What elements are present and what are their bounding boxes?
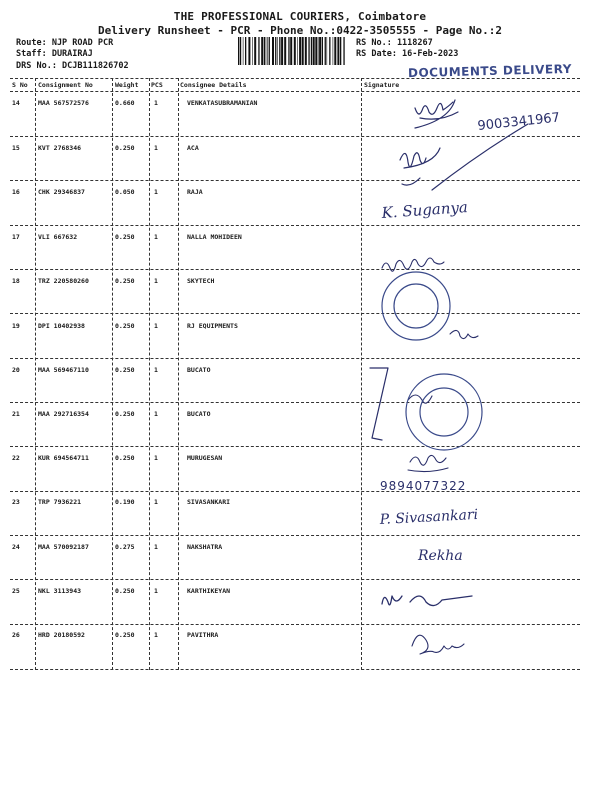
signature-22-phone: 9894077322 xyxy=(380,479,467,493)
row-pcs: 1 xyxy=(154,410,158,418)
row-sno: 26 xyxy=(12,631,20,639)
barcode-bar xyxy=(313,37,315,65)
staff-label: Staff: DURAIRAJ xyxy=(16,49,93,59)
signature-16: K. Suganya xyxy=(381,198,469,222)
table-header-rule xyxy=(10,91,580,92)
row-consignee: SIVASANKARI xyxy=(187,498,231,506)
barcode-bar xyxy=(337,37,339,65)
row-pcs: 1 xyxy=(154,631,158,639)
row-consignee: KARTHIKEYAN xyxy=(187,587,231,595)
col-header-consignment: Consignment No xyxy=(38,81,93,89)
row-consignee: MURUGESAN xyxy=(187,454,223,462)
barcode-bar xyxy=(272,37,274,65)
barcode-bar xyxy=(311,37,312,65)
col-header-signature: Signature xyxy=(364,81,400,89)
table-row xyxy=(0,273,600,317)
row-consignment: DPI 10402938 xyxy=(38,322,85,330)
row-separator xyxy=(10,402,580,403)
table-row xyxy=(0,95,600,139)
row-separator xyxy=(10,535,580,536)
row-pcs: 1 xyxy=(154,233,158,241)
barcode-bar xyxy=(290,37,292,65)
row-consignee: VENKATASUBRAMANIAN xyxy=(187,99,258,107)
row-weight: 0.250 xyxy=(115,587,135,595)
row-sno: 15 xyxy=(12,144,20,152)
barcode-bar xyxy=(261,37,263,65)
row-separator xyxy=(10,180,580,181)
row-consignee: NALLA MOHIDEEN xyxy=(187,233,242,241)
table-row xyxy=(0,229,600,273)
row-pcs: 1 xyxy=(154,366,158,374)
col-header-sno: S No xyxy=(12,81,28,89)
barcode-bar xyxy=(243,37,244,65)
rs-date: RS Date: 16-Feb-2023 xyxy=(356,49,459,59)
row-consignee: RAJA xyxy=(187,188,203,196)
row-sno: 20 xyxy=(12,366,20,374)
row-consignment: KUR 694564711 xyxy=(38,454,89,462)
row-sno: 22 xyxy=(12,454,20,462)
table-row xyxy=(0,450,600,494)
row-consignment: TRP 7936221 xyxy=(38,498,82,506)
row-separator xyxy=(10,624,580,625)
row-pcs: 1 xyxy=(154,587,158,595)
table-row xyxy=(0,184,600,228)
barcode-bar xyxy=(238,37,239,65)
col-header-weight: Weight xyxy=(115,81,139,89)
row-weight: 0.250 xyxy=(115,233,135,241)
col-header-pcs: PCS xyxy=(151,81,163,89)
barcode-bar xyxy=(248,37,250,65)
row-sno: 19 xyxy=(12,322,20,330)
row-separator xyxy=(10,579,580,580)
row-consignee: PAVITHRA xyxy=(187,631,219,639)
table-row xyxy=(0,140,600,184)
row-weight: 0.250 xyxy=(115,631,135,639)
row-weight: 0.250 xyxy=(115,454,135,462)
barcode-bar xyxy=(281,37,283,65)
row-consignment: MAA 292716354 xyxy=(38,410,89,418)
row-weight: 0.190 xyxy=(115,498,135,506)
row-pcs: 1 xyxy=(154,277,158,285)
row-consignee: NAKSHATRA xyxy=(187,543,223,551)
documents-delivery-stamp: DOCUMENTS DELIVERY xyxy=(407,61,573,81)
barcode-bar xyxy=(315,37,317,65)
row-weight: 0.250 xyxy=(115,410,135,418)
row-weight: 0.660 xyxy=(115,99,135,107)
barcode-bar xyxy=(302,37,304,65)
row-separator xyxy=(10,136,580,137)
row-consignment: KVT 2768346 xyxy=(38,144,82,152)
table-row xyxy=(0,406,600,450)
row-consignee: SKYTECH xyxy=(187,277,215,285)
row-sno: 25 xyxy=(12,587,20,595)
barcode-bar xyxy=(325,37,326,65)
row-consignee: RJ EQUIPMENTS xyxy=(187,322,238,330)
barcode-bar xyxy=(245,37,246,65)
barcode-bar xyxy=(252,37,253,65)
row-sno: 16 xyxy=(12,188,20,196)
row-separator xyxy=(10,491,580,492)
barcode-bar xyxy=(266,37,267,65)
barcode-bar xyxy=(267,37,268,65)
table-row xyxy=(0,627,600,671)
row-sno: 14 xyxy=(12,99,20,107)
row-pcs: 1 xyxy=(154,322,158,330)
row-separator xyxy=(10,358,580,359)
signature-14-phone: 9003341967 xyxy=(476,110,561,134)
row-weight: 0.250 xyxy=(115,322,135,330)
row-separator xyxy=(10,313,580,314)
row-consignment: MAA 567572576 xyxy=(38,99,89,107)
barcode-bar xyxy=(318,37,319,65)
drs-number: DRS No.: DCJB111826702 xyxy=(16,61,129,71)
row-pcs: 1 xyxy=(154,498,158,506)
barcode-bar xyxy=(294,37,296,65)
row-consignment: VLI 667632 xyxy=(38,233,78,241)
row-weight: 0.250 xyxy=(115,144,135,152)
row-pcs: 1 xyxy=(154,144,158,152)
row-consignment: NKL 3113943 xyxy=(38,587,82,595)
barcode-bar xyxy=(327,37,328,65)
barcode-bar xyxy=(258,37,259,65)
barcode-bar xyxy=(264,37,265,65)
row-pcs: 1 xyxy=(154,454,158,462)
row-consignee: BUCATO xyxy=(187,410,211,418)
table-row xyxy=(0,539,600,583)
table-row xyxy=(0,362,600,406)
barcode-bar xyxy=(334,37,336,65)
row-sno: 21 xyxy=(12,410,20,418)
row-consignment: CHK 29346837 xyxy=(38,188,85,196)
row-pcs: 1 xyxy=(154,543,158,551)
barcode-bar xyxy=(305,37,307,65)
row-weight: 0.250 xyxy=(115,366,135,374)
table-row xyxy=(0,494,600,538)
row-consignment: TRZ 220580260 xyxy=(38,277,89,285)
barcode-bar xyxy=(297,37,298,65)
row-consignee: ACA xyxy=(187,144,199,152)
barcode-bar xyxy=(340,37,341,65)
barcode-bar xyxy=(279,37,280,65)
row-sno: 18 xyxy=(12,277,20,285)
barcode-bar xyxy=(275,37,276,65)
row-weight: 0.275 xyxy=(115,543,135,551)
table-bottom-rule xyxy=(10,669,580,670)
row-consignment: HRD 20180592 xyxy=(38,631,85,639)
row-weight: 0.250 xyxy=(115,277,135,285)
barcode-bar xyxy=(329,37,330,65)
row-separator xyxy=(10,269,580,270)
route-label: Route: NJP ROAD PCR xyxy=(16,38,114,48)
runsheet-subtitle: Delivery Runsheet - PCR - Phone No.:0422-3505555 - Page No.:2 xyxy=(98,24,502,37)
row-weight: 0.050 xyxy=(115,188,135,196)
barcode-bar xyxy=(319,37,321,65)
table-row xyxy=(0,318,600,362)
row-sno: 23 xyxy=(12,498,20,506)
row-sno: 17 xyxy=(12,233,20,241)
row-separator xyxy=(10,446,580,447)
barcode-bar xyxy=(308,37,309,65)
barcode-bar xyxy=(288,37,289,65)
barcode-bar xyxy=(277,37,278,65)
company-title: THE PROFESSIONAL COURIERS, Coimbatore xyxy=(173,10,427,23)
barcode-bar xyxy=(322,37,323,65)
row-sno: 24 xyxy=(12,543,20,551)
barcode-bar xyxy=(254,37,256,65)
barcode-bar xyxy=(269,37,270,65)
row-separator xyxy=(10,225,580,226)
signature-23: P. Sivasankari xyxy=(379,506,479,528)
barcode-bar xyxy=(284,37,286,65)
rs-number: RS No.: 1118267 xyxy=(356,38,433,48)
barcode-bar xyxy=(240,37,241,65)
row-consignment: MAA 570092187 xyxy=(38,543,89,551)
barcode-bar xyxy=(343,37,344,65)
table-row xyxy=(0,583,600,627)
barcode-bar xyxy=(299,37,301,65)
barcode-image xyxy=(238,37,348,65)
row-pcs: 1 xyxy=(154,99,158,107)
barcode-bar xyxy=(333,37,334,65)
row-consignee: BUCATO xyxy=(187,366,211,374)
row-consignment: MAA 569467110 xyxy=(38,366,89,374)
table-top-rule xyxy=(10,78,580,79)
col-header-consignee: Consignee Details xyxy=(180,81,247,89)
signature-24: Rekha xyxy=(418,548,463,564)
row-pcs: 1 xyxy=(154,188,158,196)
